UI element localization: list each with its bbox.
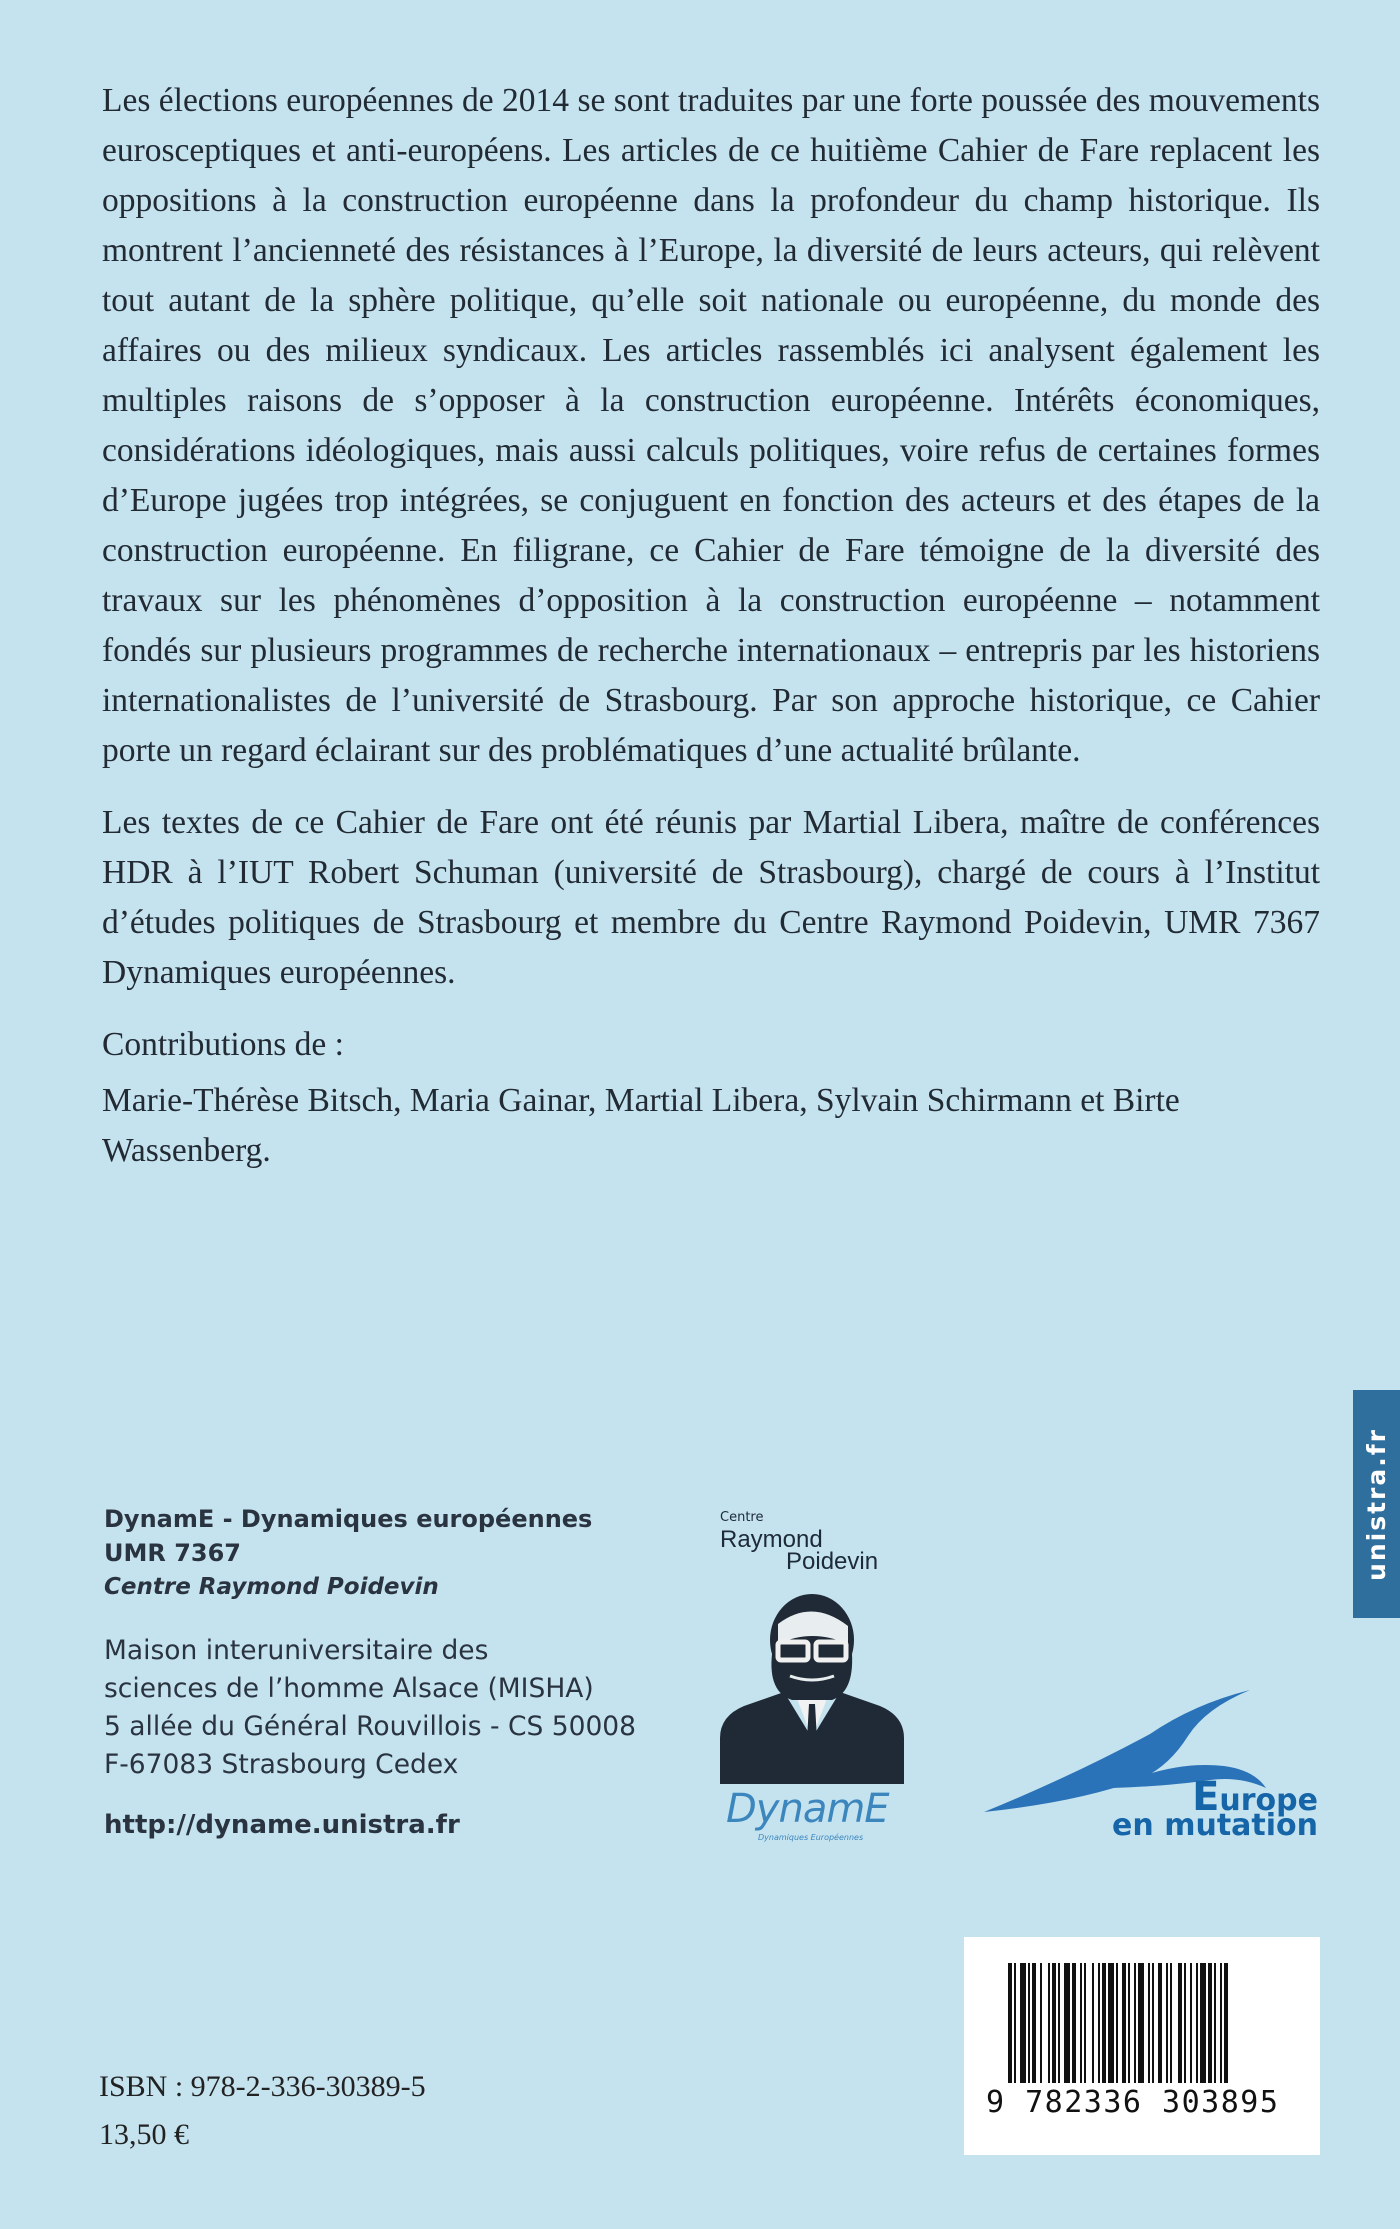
barcode-bar	[1084, 1963, 1086, 2083]
barcode-bar	[1102, 1963, 1106, 2083]
barcode-bar	[1080, 1963, 1082, 2083]
barcode-bar	[1148, 1963, 1150, 2083]
logo-centre-text: Centre	[720, 1510, 764, 1525]
barcode-bar	[1072, 1963, 1076, 2083]
barcode-bar	[1214, 1963, 1216, 2083]
barcode-bar	[1184, 1963, 1186, 2083]
logo-dyname-text: DynamE	[726, 1786, 889, 1832]
europe-word: urope	[1219, 1783, 1318, 1818]
address-line: sciences de l’homme Alsace (MISHA)	[104, 1673, 594, 1704]
lab-centre: Centre Raymond Poidevin	[104, 1574, 439, 1600]
barcode-bar	[1152, 1963, 1154, 2083]
barcode-bar	[1166, 1963, 1168, 2083]
address-line: 5 allée du Général Rouvillois - CS 50008	[104, 1711, 637, 1742]
logo-en-mutation-text: en mutation	[1112, 1808, 1318, 1843]
barcode-bar	[1190, 1963, 1192, 2083]
barcode-bar	[1134, 1963, 1136, 2083]
europe-en-mutation-logo	[982, 1684, 1322, 1854]
barcode-digits: 9 782336 303895	[986, 2085, 1280, 2120]
lab-url-link[interactable]: http://dyname.unistra.fr	[104, 1810, 460, 1840]
barcode-bar	[1040, 1963, 1042, 2083]
barcode	[964, 1937, 1320, 2155]
logo-raymond-text: Raymond	[720, 1526, 823, 1553]
barcode-bar	[1220, 1963, 1222, 2083]
barcode-bar	[1048, 1963, 1050, 2083]
portrait-icon	[720, 1588, 904, 1784]
barcode-bar	[1064, 1963, 1070, 2083]
isbn: ISBN : 978-2-336-30389-5	[99, 2070, 426, 2103]
lab-umr: UMR 7367	[104, 1539, 242, 1567]
lab-info	[104, 1502, 636, 1840]
barcode-bar	[1098, 1963, 1100, 2083]
barcode-bar	[1052, 1963, 1056, 2083]
address-line: Maison interuniversitaire des	[104, 1635, 489, 1666]
barcode-bar	[1008, 1963, 1012, 2083]
barcode-bar	[1200, 1963, 1206, 2083]
barcode-bar	[1058, 1963, 1060, 2083]
barcode-bar	[1108, 1963, 1114, 2083]
unistra-tab-label: unistra.fr	[1362, 1427, 1391, 1581]
barcode-bar	[1170, 1963, 1172, 2083]
barcode-bar	[1092, 1963, 1094, 2083]
blurb-paragraph-1: Les élections européennes de 2014 se sont traduites par une forte poussée des mouvements eurosceptiques et anti-européens. Les articles de ce huitième Cahier de Fare replacent les oppositions à la construction européenne dans la profondeur du champ historique. Ils montrent l’ancienneté des résistances à l’Europe, la diversité de leurs acteurs, qui relèvent tout autant de la sphère politique, qu’elle soit nationale ou européenne, du monde des affaires ou des milieux syndicaux. Les articles rassemblés ici analysent également les multiples raisons de s’opposer à la construction européenne. Intérêts économiques, considérations idéologiques, mais aussi calculs politiques, voire refus de certaines formes d’Europe jugées trop intégrées, se conjuguent en fonction des acteurs et des étapes de la construction européenne. En filigrane, ce Cahier de Fare témoigne de la diversité des travaux sur les phénomènes d’opposition à la construction européenne – notamment fondés sur plusieurs programmes de recherche internationaux – entrepris par les historiens internationalistes de l’université de Strasbourg. Par son approche historique, ce Cahier porte un regard éclairant sur des problématiques d’une actualité brûlante.	[102, 82, 1320, 769]
barcode-bar	[1158, 1963, 1162, 2083]
europe-e-letter: E	[1192, 1774, 1220, 1820]
blurb-paragraph-2: Les textes de ce Cahier de Fare ont été réunis par Martial Libera, maître de conférences HDR à l’IUT Robert Schuman (université de Strasbourg), chargé de cours à l’Institut d’études politiques de Strasbourg et membre du Centre Raymond Poidevin, UMR 7367 Dynamiques européennes.	[102, 804, 1320, 991]
price: 13,50 €	[99, 2118, 189, 2151]
barcode-bar	[1196, 1963, 1198, 2083]
barcode-bar	[1116, 1963, 1118, 2083]
barcode-bar	[1028, 1963, 1030, 2083]
barcode-bar	[1122, 1963, 1126, 2083]
barcode-bar	[1208, 1963, 1212, 2083]
logo-poidevin-text: Poidevin	[786, 1548, 879, 1575]
logo-dyname-subtitle: Dynamiques Européennes	[758, 1833, 864, 1842]
barcode-bar	[1014, 1963, 1016, 2083]
barcode-bar	[1178, 1963, 1182, 2083]
lab-address	[104, 1632, 636, 1784]
lab-name: DynamE - Dynamiques européennes	[104, 1505, 593, 1533]
barcode-bar	[1128, 1963, 1130, 2083]
barcode-bar	[1138, 1963, 1144, 2083]
back-cover-blurb	[102, 76, 1320, 1176]
barcode-bars	[1008, 1963, 1280, 2083]
contributions-title: Contributions de :	[102, 1026, 344, 1063]
address-line: F-67083 Strasbourg Cedex	[104, 1749, 459, 1780]
contributors-list: Marie-Thérèse Bitsch, Maria Gainar, Martial Libera, Sylvain Schirmann et Birte Wassenberg.	[102, 1082, 1180, 1169]
centre-poidevin-logo	[718, 1506, 908, 1856]
barcode-bar	[1224, 1963, 1228, 2083]
unistra-side-tab	[1353, 1390, 1400, 1618]
barcode-bar	[1020, 1963, 1026, 2083]
barcode-bar	[1032, 1963, 1036, 2083]
